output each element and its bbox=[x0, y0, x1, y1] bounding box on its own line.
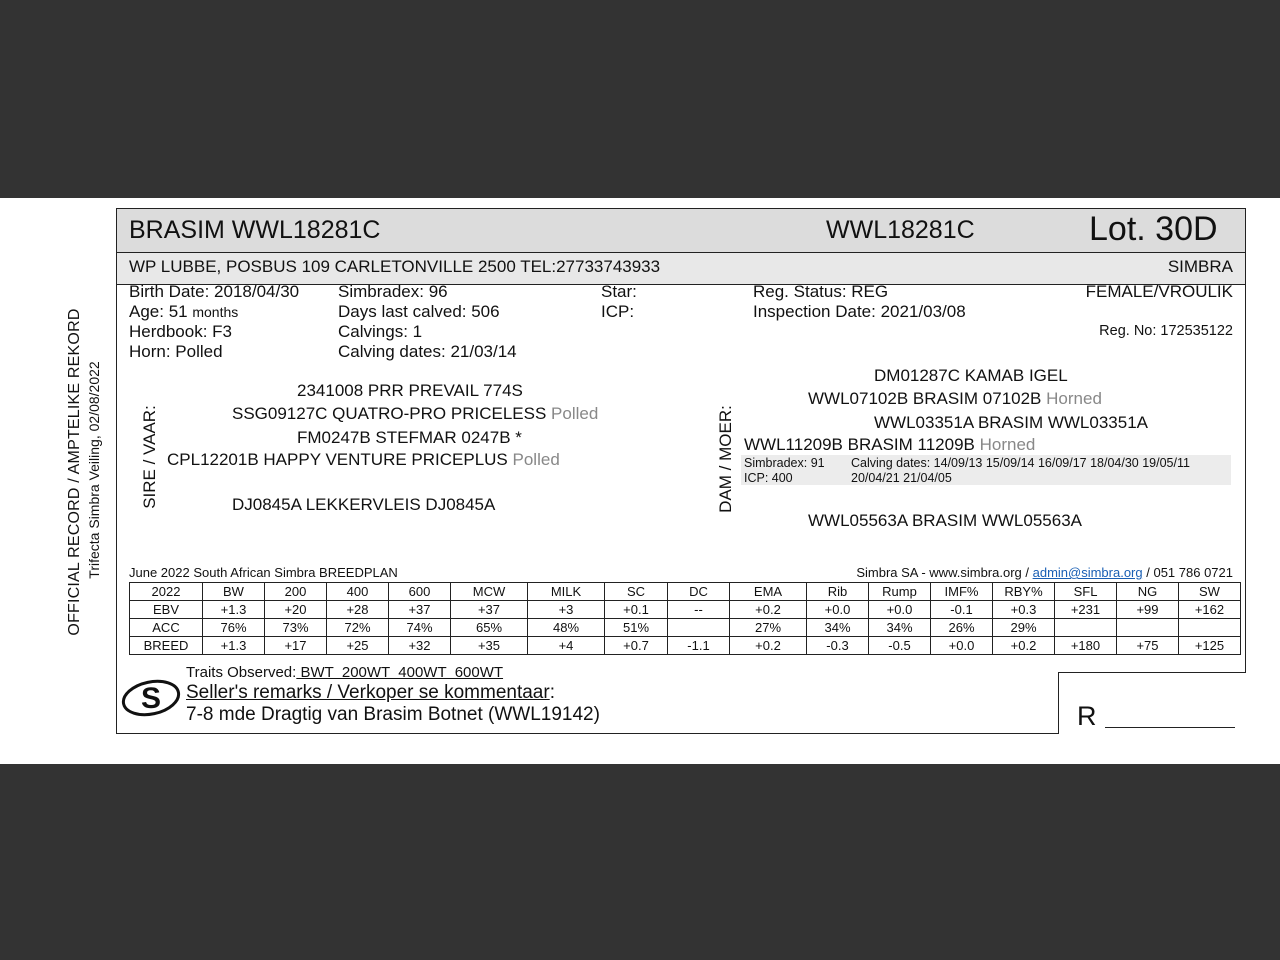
table-cell: EBV bbox=[130, 601, 203, 619]
star: Star: bbox=[601, 282, 637, 301]
table-header-cell: MCW bbox=[451, 583, 528, 601]
dam-name: WWL11209B BRASIM 11209B bbox=[744, 435, 975, 454]
table-cell: +0.2 bbox=[993, 637, 1055, 655]
table-cell: 26% bbox=[931, 619, 993, 637]
contact-phone: / 051 786 0721 bbox=[1146, 565, 1233, 580]
traits-label: Traits Observed: bbox=[186, 664, 297, 681]
dam-icp: ICP: 400 bbox=[744, 471, 793, 485]
table-cell: +231 bbox=[1055, 601, 1117, 619]
calving-dates: Calving dates: 21/03/14 bbox=[338, 342, 517, 361]
table-cell: 65% bbox=[451, 619, 528, 637]
price-prefix: R bbox=[1077, 701, 1097, 731]
dam-calving-dates-2: 20/04/21 21/04/05 bbox=[851, 471, 952, 485]
table-cell: +1.3 bbox=[203, 601, 265, 619]
table-header-cell: BW bbox=[203, 583, 265, 601]
table-cell: -0.1 bbox=[931, 601, 993, 619]
table-cell: +0.1 bbox=[605, 601, 668, 619]
table-header-cell: MILK bbox=[528, 583, 605, 601]
table-cell: 73% bbox=[265, 619, 327, 637]
table-cell: +0.2 bbox=[730, 601, 807, 619]
table-header-cell: SC bbox=[605, 583, 668, 601]
animal-id: WWL18281C bbox=[826, 216, 975, 244]
table-cell: +99 bbox=[1117, 601, 1179, 619]
breed-name: SIMBRA bbox=[1167, 257, 1233, 276]
contact-prefix: Simbra SA - www.simbra.org / bbox=[856, 565, 1029, 580]
days-last-calved: Days last calved: 506 bbox=[338, 302, 500, 321]
dam-simbradex: Simbradex: 91 bbox=[744, 456, 825, 470]
sire-sire-dam: FM0247B STEFMAR 0247B * bbox=[297, 428, 522, 447]
table-cell: 34% bbox=[869, 619, 931, 637]
table-cell: +0.0 bbox=[869, 601, 931, 619]
remarks-label: Seller's remarks / Verkoper se kommentaar bbox=[186, 682, 550, 703]
table-cell: 34% bbox=[807, 619, 869, 637]
table-cell: +180 bbox=[1055, 637, 1117, 655]
table-cell: +37 bbox=[389, 601, 451, 619]
dam-sire-dam: WWL03351A BRASIM WWL03351A bbox=[874, 413, 1149, 432]
traits-values: BWT 200WT 400WT 600WT bbox=[296, 664, 504, 681]
table-cell: +4 bbox=[528, 637, 605, 655]
table-cell: +0.7 bbox=[605, 637, 668, 655]
table-cell: -1.1 bbox=[668, 637, 730, 655]
breedplan-title: June 2022 South African Simbra BREEDPLAN bbox=[129, 565, 398, 580]
table-header-cell: Rib bbox=[807, 583, 869, 601]
table-cell: -- bbox=[668, 601, 730, 619]
contact-email-link[interactable]: admin@simbra.org bbox=[1032, 565, 1143, 580]
table-cell: 51% bbox=[605, 619, 668, 637]
table-cell: 76% bbox=[203, 619, 265, 637]
sire-sire-sire: 2341008 PRR PREVAIL 774S bbox=[297, 381, 523, 400]
breedplan-table bbox=[129, 582, 1241, 655]
herdbook: Herdbook: F3 bbox=[129, 322, 232, 341]
logo-letter: S bbox=[140, 682, 162, 715]
table-cell bbox=[1055, 619, 1117, 637]
table-header-cell: NG bbox=[1117, 583, 1179, 601]
table-cell: -0.5 bbox=[869, 637, 931, 655]
table-header-cell: 200 bbox=[265, 583, 327, 601]
horn-status: Horn: Polled bbox=[129, 342, 223, 361]
dam-dam: WWL05563A BRASIM WWL05563A bbox=[808, 511, 1083, 530]
table-cell: +75 bbox=[1117, 637, 1179, 655]
calvings: Calvings: 1 bbox=[338, 322, 423, 341]
icp: ICP: bbox=[601, 302, 635, 321]
sire-sire-name: SSG09127C QUATRO-PRO PRICELESS bbox=[232, 404, 547, 423]
table-cell: +35 bbox=[451, 637, 528, 655]
sire-name: CPL12201B HAPPY VENTURE PRICEPLUS bbox=[167, 450, 508, 469]
table-header-cell: IMF% bbox=[931, 583, 993, 601]
lot-number: Lot. 30D bbox=[1089, 210, 1218, 248]
table-row bbox=[130, 619, 1241, 637]
table-cell: +1.3 bbox=[203, 637, 265, 655]
sire-sire bbox=[232, 404, 598, 424]
dam-calving-dates: Calving dates: 14/09/13 15/09/14 16/09/17 18/04/30 19/05/11 bbox=[851, 456, 1190, 470]
dam-sire-name: WWL07102B BRASIM 07102B bbox=[808, 389, 1042, 408]
table-header-cell: 600 bbox=[389, 583, 451, 601]
remarks-text: 7-8 mde Dragtig van Brasim Botnet (WWL19142) bbox=[186, 704, 600, 725]
table-header-cell: RBY% bbox=[993, 583, 1055, 601]
owner-details: WP LUBBE, POSBUS 109 CARLETONVILLE 2500 TEL:27733743933 bbox=[129, 257, 661, 276]
age-value: Age: 51 bbox=[129, 302, 188, 321]
reg-number: Reg. No: 172535122 bbox=[1099, 323, 1233, 339]
table-header-cell: DC bbox=[668, 583, 730, 601]
table-cell: +125 bbox=[1179, 637, 1241, 655]
table-cell: +17 bbox=[265, 637, 327, 655]
table-cell: +162 bbox=[1179, 601, 1241, 619]
auction-label: Trifecta Simbra Veiling, 02/08/2022 bbox=[86, 361, 102, 579]
table-cell bbox=[1117, 619, 1179, 637]
sire bbox=[167, 450, 560, 470]
sire-dam: DJ0845A LEKKERVLEIS DJ0845A bbox=[232, 495, 496, 514]
table-cell: +32 bbox=[389, 637, 451, 655]
animal-name: BRASIM WWL18281C bbox=[129, 216, 381, 244]
table-cell bbox=[1179, 619, 1241, 637]
dam bbox=[744, 435, 1035, 455]
official-record-label: OFFICIAL RECORD / AMPTELIKE REKORD bbox=[66, 308, 83, 636]
simbra-logo bbox=[120, 675, 182, 719]
table-cell: ACC bbox=[130, 619, 203, 637]
table-cell: 72% bbox=[327, 619, 389, 637]
dam-sire-horn: Horned bbox=[1046, 389, 1102, 408]
sire-sire-horn: Polled bbox=[551, 404, 599, 423]
remarks-colon: : bbox=[549, 682, 555, 703]
dam-label: DAM / MOER: bbox=[716, 405, 735, 513]
dam-details-box bbox=[741, 455, 1231, 485]
breedplan-contact bbox=[856, 565, 1233, 580]
table-cell: +0.0 bbox=[807, 601, 869, 619]
table-cell: +0.3 bbox=[993, 601, 1055, 619]
inspection-date: Inspection Date: 2021/03/08 bbox=[753, 302, 966, 321]
table-cell: 48% bbox=[528, 619, 605, 637]
traits-observed bbox=[186, 664, 503, 681]
remarks-heading bbox=[186, 682, 555, 704]
price-line[interactable] bbox=[1105, 727, 1235, 728]
table-cell: -0.3 bbox=[807, 637, 869, 655]
table-cell: +28 bbox=[327, 601, 389, 619]
table-cell: 74% bbox=[389, 619, 451, 637]
price-box bbox=[1058, 672, 1246, 734]
dam-sire-sire: DM01287C KAMAB IGEL bbox=[874, 366, 1068, 385]
sire-label: SIRE / VAAR: bbox=[140, 405, 159, 509]
table-cell: +20 bbox=[265, 601, 327, 619]
sire-horn: Polled bbox=[512, 450, 560, 469]
age-unit: months bbox=[192, 304, 239, 320]
table-cell: 27% bbox=[730, 619, 807, 637]
table-header-cell: EMA bbox=[730, 583, 807, 601]
table-cell: +37 bbox=[451, 601, 528, 619]
table-header-cell: SW bbox=[1179, 583, 1241, 601]
dam-horn: Horned bbox=[979, 435, 1036, 454]
table-row bbox=[130, 637, 1241, 655]
table-row bbox=[130, 601, 1241, 619]
simbradex: Simbradex: 96 bbox=[338, 282, 448, 301]
table-header-row bbox=[130, 583, 1241, 601]
dam-sire bbox=[808, 389, 1102, 409]
table-cell bbox=[668, 619, 730, 637]
table-cell: BREED bbox=[130, 637, 203, 655]
table-cell: +0.0 bbox=[931, 637, 993, 655]
table-header-cell: SFL bbox=[1055, 583, 1117, 601]
table-header-cell: Rump bbox=[869, 583, 931, 601]
table-header-cell: 400 bbox=[327, 583, 389, 601]
table-header-cell: 2022 bbox=[130, 583, 203, 601]
table-cell: 29% bbox=[993, 619, 1055, 637]
birth-date: Birth Date: 2018/04/30 bbox=[129, 282, 300, 301]
table-cell: +3 bbox=[528, 601, 605, 619]
reg-status: Reg. Status: REG bbox=[753, 282, 889, 301]
table-cell: +25 bbox=[327, 637, 389, 655]
record-card bbox=[116, 208, 1246, 734]
sex: FEMALE/VROULIK bbox=[1085, 282, 1233, 301]
table-cell: +0.2 bbox=[730, 637, 807, 655]
